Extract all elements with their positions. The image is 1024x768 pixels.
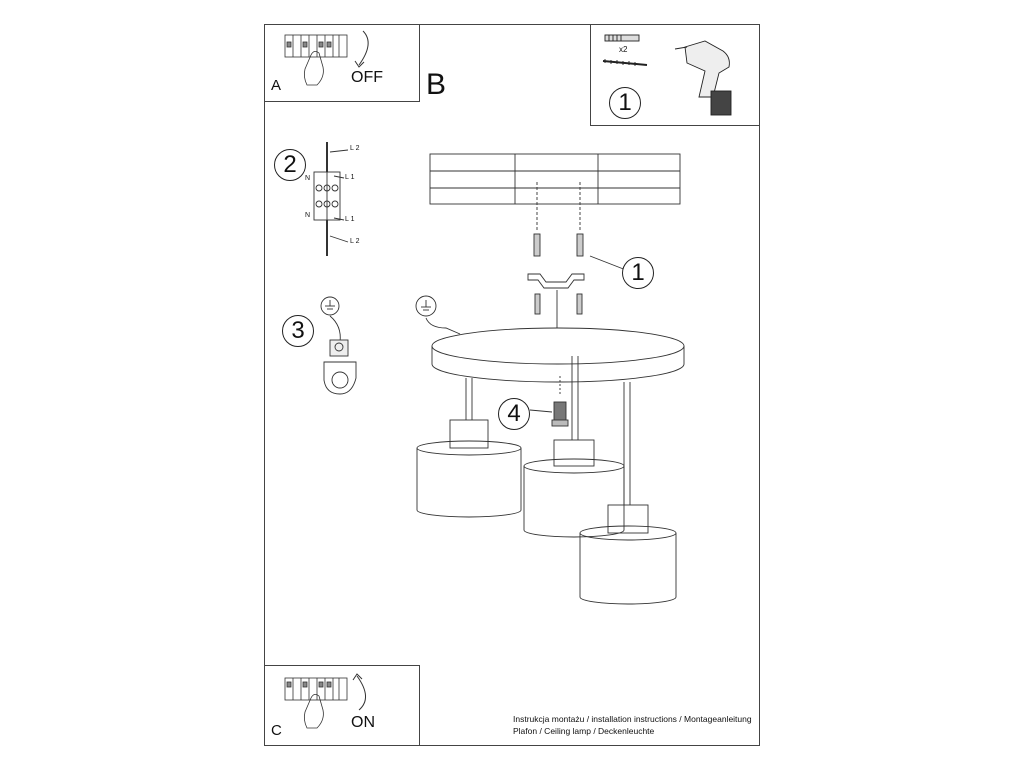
step-3-badge: 3 bbox=[282, 315, 314, 347]
anchor-count-label: x2 bbox=[619, 45, 628, 54]
step-2-badge: 2 bbox=[274, 149, 306, 181]
panel-a-letter: A bbox=[271, 77, 282, 94]
panel-c-letter: C bbox=[271, 722, 282, 739]
wire-label-l1-bottom: L 1 bbox=[345, 216, 355, 223]
panel-c-power-on bbox=[264, 665, 420, 746]
wire-label-n-bottom: N bbox=[305, 212, 311, 219]
off-label: OFF bbox=[351, 69, 383, 86]
wire-label-l2-top: L 2 bbox=[350, 145, 360, 152]
step-1-badge-tools: 1 bbox=[609, 87, 641, 119]
wire-label-l2-bottom: L 2 bbox=[350, 238, 360, 245]
caption-product: Plafon / Ceiling lamp / Deckenleuchte bbox=[513, 726, 655, 736]
step-4-badge: 4 bbox=[498, 398, 530, 430]
switchboard-on-illustration bbox=[265, 666, 421, 747]
on-label: ON bbox=[351, 714, 375, 731]
wire-label-l1-top: L 1 bbox=[345, 174, 355, 181]
step-1-badge-mount: 1 bbox=[622, 257, 654, 289]
wire-label-n-top: N bbox=[305, 175, 311, 182]
caption-instructions: Instrukcja montażu / installation instructions / Montageanleitung bbox=[513, 714, 752, 724]
panel-b-letter: B bbox=[426, 68, 447, 101]
